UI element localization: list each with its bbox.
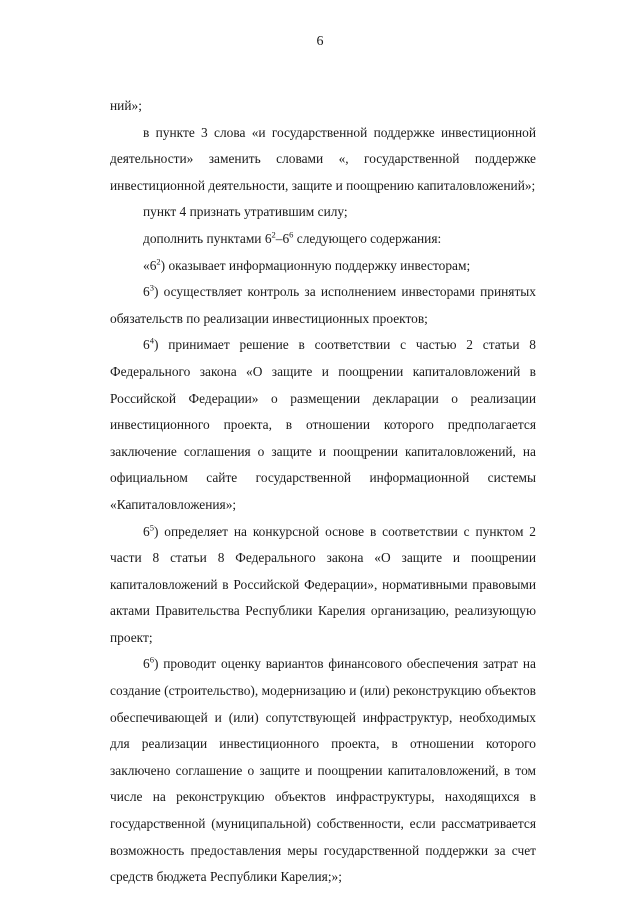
- text-run: –6: [275, 230, 290, 246]
- text-run: 6: [143, 523, 150, 539]
- text-run: 6: [143, 284, 150, 300]
- text-run: ) оказывает информационную поддержку инвесторам;: [160, 257, 471, 273]
- text-run: «6: [143, 257, 157, 273]
- superscript: 2: [271, 229, 276, 240]
- text-run: ) проводит оценку вариантов финансового обеспечения затрат на создание (строительство), модернизацию и (или) реконструкцию объектов обеспечивающей и (или) сопутствующей инфраструктур, необходимых для реализации инвестиционного проекта, в отношении которого заключено соглашение о защите и поощрении капиталовложений, в том числе на реконструкцию объектов инфраструктуры, находящихся в государственной (муниципальной) собственности, если рассматривается возможность предоставления меры государственной поддержки за счет средств бюджета Республики Карелия;»;: [110, 656, 536, 885]
- superscript: 6: [149, 655, 154, 665]
- paragraph: [110, 332, 536, 518]
- text-run: следующего содержания:: [293, 230, 442, 246]
- text-run: в пункте 3 слова «и государственной поддержке инвестиционной деятельности» заменить словами «, государственной поддержке инвестиционной деятельности, защите и поощрению капиталовложений»;: [110, 124, 536, 193]
- superscript: 6: [289, 229, 294, 240]
- text-run: пункт 4 признать утратившим силу;: [143, 204, 348, 220]
- superscript: 2: [156, 256, 161, 267]
- superscript: 5: [149, 522, 154, 533]
- paragraph: [110, 651, 536, 890]
- paragraph: [110, 226, 536, 253]
- paragraph: [110, 253, 536, 280]
- text-run: дополнить пунктами 6: [143, 230, 272, 246]
- paragraph: [110, 120, 536, 200]
- text-run: ний»;: [110, 98, 142, 113]
- superscript: 4: [149, 335, 154, 346]
- text-run: ) принимает решение в соответствии с частью 2 статьи 8 Федерального закона «О защите и поощрении капиталовложений в Российской Федерации» о размещении декларации о реализации инвестиционного проекта, в отношении которого предполагается заключение соглашения о защите и поощрении капиталовложений, на официальном сайте государственной информационной системы «Капиталовложения»;: [110, 337, 536, 512]
- text-run: 6: [143, 656, 150, 672]
- superscript: 3: [149, 282, 154, 293]
- paragraph: [110, 93, 536, 120]
- paragraph: [110, 199, 536, 226]
- document-body: [110, 93, 536, 891]
- text-run: ) определяет на конкурсной основе в соответствии с пунктом 2 части 8 статьи 8 Федерального закона «О защите и поощрении капиталовложений в Российской Федерации», нормативными правовыми актами Правительства Республики Карелия организацию, реализующую проект;: [110, 523, 536, 645]
- text-run: 6: [143, 337, 150, 353]
- text-run: ) осуществляет контроль за исполнением инвесторами принятых обязательств по реализации инвестиционных проектов;: [110, 284, 536, 326]
- page-number: 6: [316, 34, 324, 49]
- paragraph: [110, 279, 536, 332]
- paragraph: [110, 519, 536, 652]
